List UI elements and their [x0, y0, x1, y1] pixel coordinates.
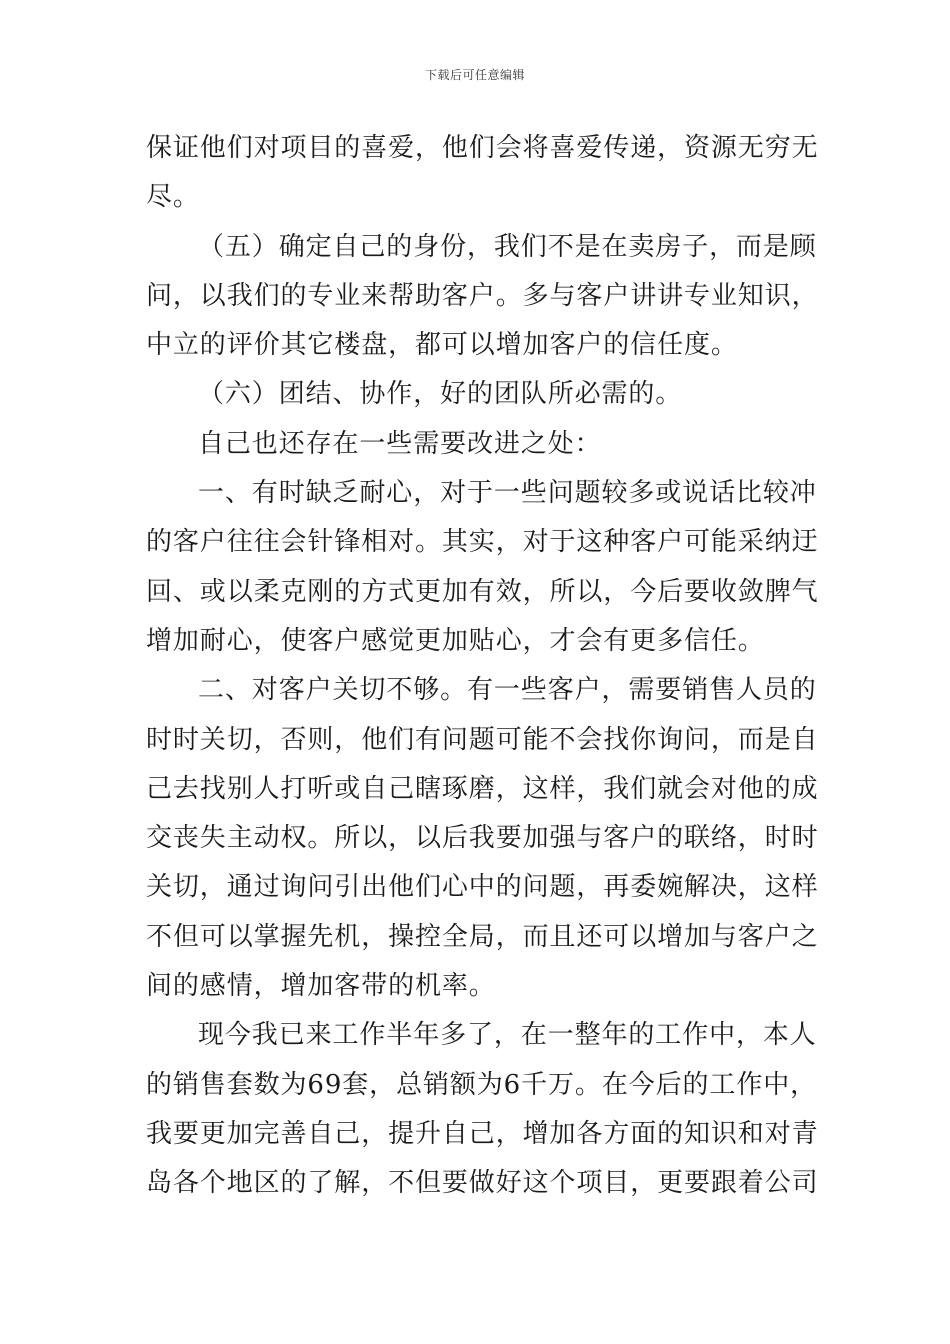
paragraph — [146, 1011, 819, 1208]
text-line: 现今我已来工作半年多了，在一整年的工作中，本人 — [198, 1020, 817, 1051]
text-line: 增加耐心，使客户感觉更加贴心，才会有更多信任。 — [146, 625, 765, 656]
text-line: 保证他们对项目的喜爱，他们会将喜爱传递，资源无穷无 — [146, 133, 819, 163]
paragraph — [146, 469, 819, 666]
text-line: 二、对客户关切不够。有一些客户，需要销售人员的 — [198, 675, 817, 706]
text-line: 的客户往往会针锋相对。其实，对于这种客户可能采纳迂 — [146, 527, 819, 558]
text-line: （五）确定自己的身份，我们不是在卖房子，而是顾 — [198, 231, 817, 262]
paragraph — [146, 370, 810, 419]
text-line: 间的感情，增加客带的机率。 — [146, 971, 496, 1002]
paragraph — [146, 420, 810, 469]
text-line: 岛各个地区的了解，不但要做好这个项目，更要跟着公司 — [146, 1168, 819, 1199]
text-line: 问，以我们的专业来帮助客户。多与客户讲讲专业知识， — [146, 280, 819, 311]
text-line: 我要更加完善自己，提升自己，增加各方面的知识和对青 — [146, 1118, 819, 1149]
paragraph — [146, 223, 819, 371]
page-header: 下载后可任意编辑 — [424, 68, 525, 82]
text-line: 回、或以柔克刚的方式更加有效，所以，今后要收敛脾气 — [146, 576, 819, 607]
text-line: 不但可以掌握先机，操控全局，而且还可以增加与客户之 — [146, 921, 819, 952]
text-line: 时时关切，否则，他们有问题可能不会找你询问，而是自 — [146, 724, 819, 755]
paragraph — [146, 124, 819, 223]
text-line: 一、有时缺乏耐心，对于一些问题较多或说话比较冲 — [198, 478, 817, 509]
text-line: 自己也还存在一些需要改进之处： — [198, 428, 602, 459]
text-line: 尽。 — [146, 182, 200, 213]
text-line: 交丧失主动权。所以，以后我要加强与客户的联络，时时 — [146, 823, 819, 854]
text-line: 关切，通过询问引出他们心中的问题，再委婉解决，这样 — [146, 872, 819, 903]
text-line: （六）团结、协作，好的团队所必需的。 — [198, 379, 683, 410]
text-line: 己去找别人打听或自己瞎琢磨，这样，我们就会对他的成 — [146, 773, 819, 804]
paragraph — [146, 666, 819, 1011]
text-line: 中立的评价其它楼盘，都可以增加客户的信任度。 — [146, 330, 738, 361]
document-body — [146, 124, 819, 1209]
text-line: 的销售套数为69套，总销额为6千万。在今后的工作中， — [146, 1069, 818, 1100]
